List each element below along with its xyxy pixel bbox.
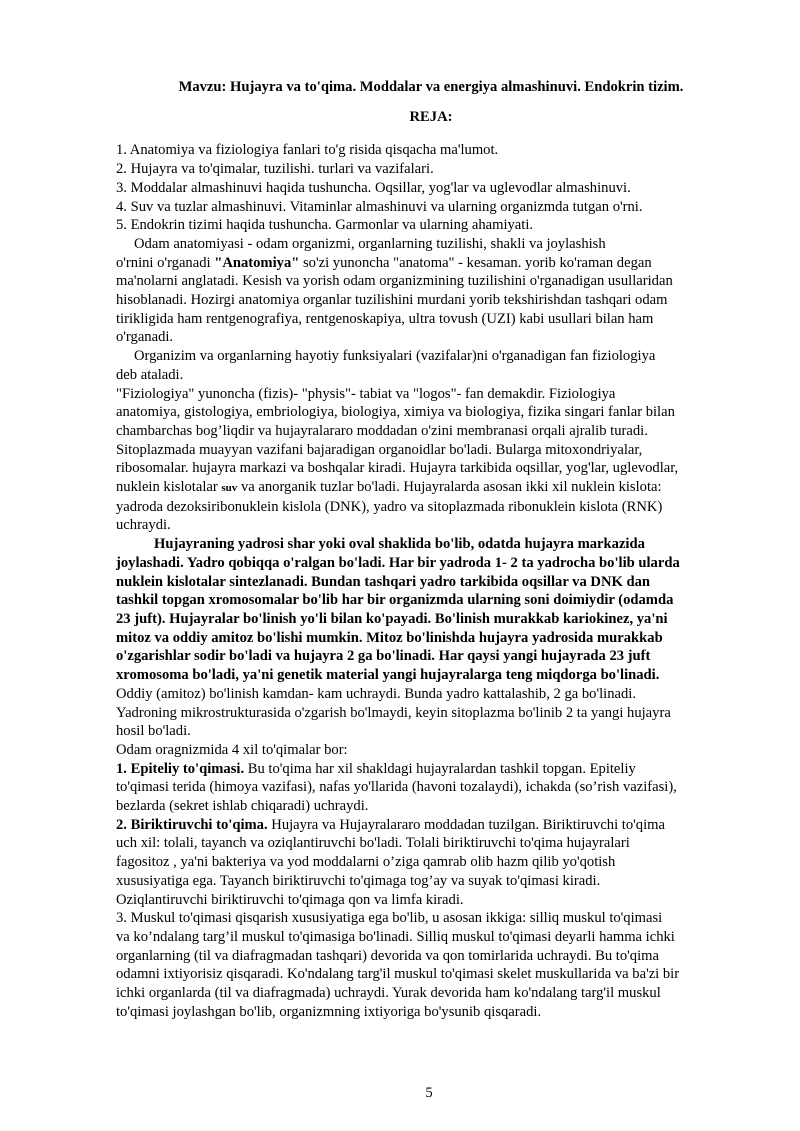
text-line: Hujayraning yadrosi shar yoki oval shaklida bo'lib, odatda hujayra markazida: [154, 536, 645, 553]
text-span: nuklein kislotalar: [116, 479, 222, 496]
plan-item: 2. Hujayra va to'qimalar, tuzilishi. turlari va vazifalari.: [116, 161, 434, 178]
text-line: uch xil: tolali, tayanch va oziqlantiruvchi bo'ladi. Tolali biriktiruvchi to'qima hujayralari: [116, 835, 630, 852]
term-anatomiya: "Anatomiya": [214, 254, 300, 271]
text-line: yadroda dezoksiribonuklein kislola (DNK), yadro va sitoplazmada ribonuklein kislota (RNK): [116, 498, 663, 515]
text-line: [116, 816, 742, 835]
text-line: 23 juft). Hujayralar bo'linish yo'li bilan ko'payadi. Bo'linish murakkab kariokinez, ya'ni: [116, 610, 668, 627]
text-line: [116, 254, 742, 273]
text-line: hisoblanadi. Hozirgi anatomiya organlar tuzilishini murdani yorib tekshirishdan tashqari odam: [116, 292, 668, 309]
text-line: to'qimasi joylashgan bo'lib, organizmning ixtiyoriga bo'ysunib qisqaradi.: [116, 1003, 542, 1020]
section-heading: 1. Epiteliy to'qimasi.: [116, 760, 245, 777]
paragraph-anatomy: [116, 235, 742, 347]
text-span: Bu to'qima har xil shakldagi hujayralardan tashkil topgan. Epiteliy: [244, 760, 636, 777]
text-line: Oddiy (amitoz) bo'linish kamdan- kam uchraydi. Bunda yadro kattalashib, 2 ga bo'linadi.: [116, 685, 636, 702]
plan-item: 3. Moddalar almashinuvi haqida tushuncha. Oqsillar, yog'lar va uglevodlar almashinuvi.: [116, 179, 631, 196]
text-line: anatomiya, gistologiya, embriologiya, biologiya, ximiya va biologiya, fizika singari fanlar bilan: [116, 404, 675, 421]
paragraph-nucleus: [116, 535, 742, 685]
text-line: joylashadi. Yadro qobiqqa o'ralgan bo'ladi. Har bir yadroda 1- 2 ta yadrocha bo'lib ularda: [116, 554, 680, 571]
term-suv: suv: [221, 482, 238, 495]
text-line: Oziqlantiruvchi biriktiruvchi to'qimaga qon va limfa kiradi.: [116, 891, 464, 908]
text-span: va anorganik tuzlar bo'ladi. Hujayralarda asosan ikki xil nuklein kislota:: [237, 479, 662, 496]
document-title: Mavzu: Hujayra va to'qima. Moddalar va energiya almashinuvi. Endokrin tizim.: [178, 79, 684, 95]
text-line: hosil bo'ladi.: [116, 723, 191, 740]
text-line: bezlarda (sekret ishlab chiqaradi) uchraydi.: [116, 798, 369, 815]
text-line: o'rganadi.: [116, 329, 174, 346]
text-line: odamni ixtiyorisiz qisqaradi. Ko'ndalang targ'il muskul to'qimasi skelet muskullarida va ba'zi bir: [116, 966, 680, 983]
text-line: Sitoplazmada muayyan vazifani bajaradigan organoidlar bo'ladi. Bularga mitoxondriyalar,: [116, 441, 643, 458]
document-page: [116, 78, 742, 1021]
text-line: mitoz va oddiy amitoz bo'lishi mumkin. Mitoz bo'linishda hujayra yadrosida murakkab: [116, 629, 663, 646]
text-line: tirikligida ham rentgenografiya, rentgenoskapiya, ultra tovush (UZI) kabi usullari bilan ham: [116, 310, 654, 327]
text-line: fagositoz , ya'ni bakteriya va yod moddalarni o’ziga qamrab olib hazm qilib yo'qotish: [116, 854, 616, 871]
section-muscle-tissue: [116, 909, 742, 1021]
plan-item: 1. Anatomiya va fiziologiya fanlari to'g risida qisqacha ma'lumot.: [116, 142, 499, 159]
page-number: 5: [425, 1085, 433, 1101]
section-heading: 2. Biriktiruvchi to'qima.: [116, 816, 268, 833]
text-line: organlarning (til va diafragmadan tashqari) devorida va qon tomirlarida uchraydi. Bu to'qima: [116, 947, 659, 964]
text-line: Odam anatomiyasi - odam organizmi, organlarning tuzilishi, shakli va joylashish: [134, 235, 606, 252]
text-line: ichki organlarda (til va diafragmada) uchraydi. Yurak devorida ham ko'ndalang targ'il muskul: [116, 985, 661, 1002]
text-line: ribosomalar. hujayra markazi va boshqalar kiradi. Hujayra tarkibida oqsillar, yog'lar, uglevodlar,: [116, 460, 679, 477]
plan-item: 5. Endokrin tizimi haqida tushuncha. Garmonlar va ularning ahamiyati.: [116, 217, 534, 234]
text-line: [116, 760, 742, 779]
text-line: deb ataladi.: [116, 366, 184, 383]
text-line: nuklein kislotalar sintezlanadi. Bundan tashqari yadro tarkibida oqsillar va DNK dan: [116, 573, 651, 590]
text-line: uchraydi.: [116, 517, 171, 534]
text-line: tashkil topgan xromosomalar bo'lib har bir organizmda ularning soni doimiydir (odamda: [116, 592, 674, 609]
section-connective-tissue: [116, 816, 742, 910]
text-span: so'zi yunoncha "anatoma" - kesaman. yorib ko'raman degan: [299, 254, 652, 271]
paragraph-physiology-def: [116, 347, 742, 384]
paragraph-amitosis: [116, 685, 742, 760]
text-span: o'rnini o'rganadi: [116, 254, 215, 271]
text-line: to'qimasi terida (himoya vazifasi), nafas yo'llarida (havoni tozalaydi), ichakda (so’rish vazifasi),: [116, 779, 677, 796]
text-line: Yadroning mikrostrukturasida o'zgarish bo'lmaydi, keyin sitoplazma bo'linib 2 ta yangi hujayra: [116, 704, 671, 721]
text-line: "Fiziologiya" yunoncha (fizis)- "physis"- tabiat va "logos"- fan demakdir. Fiziologiya: [116, 385, 616, 402]
text-line: 3. Muskul to'qimasi qisqarish xususiyatiga ega bo'lib, u asosan ikkiga: silliq muskul to'qimasi: [116, 910, 663, 927]
plan-heading: REJA:: [409, 108, 453, 125]
section-epithelial-tissue: [116, 760, 742, 816]
text-line: o'zgarishlar sodir bo'ladi va hujayra 2 ga bo'linadi. Har qaysi yangi hujayrada 23 juft: [116, 648, 651, 665]
text-line: Organizim va organlarning hayotiy funksiyalari (vazifalar)ni o'rganadigan fan fiziologiya: [134, 348, 656, 365]
text-line: xromosoma bo'ladi, ya'ni genetik material yangi hujayralarga teng miqdorga bo'linadi.: [116, 667, 660, 684]
text-line: va ko’ndalang targ’il muskul to'qimasiga bo'linadi. Silliq muskul to'qimasi deyarli hamma ichki: [116, 928, 675, 945]
text-line: ma'nolarni anglatadi. Kesish va yorish odam organizmining tuzilishini o'rganadigan usullaridan: [116, 273, 673, 290]
text-line: [116, 478, 742, 498]
plan-list: [116, 141, 742, 235]
text-line: xususiyatiga ega. Tayanch biriktiruvchi to'qimaga tog’ay va suyak to'qimasi kiradi.: [116, 872, 601, 889]
text-span: Hujayra va Hujayralararo moddadan tuzilgan. Biriktiruvchi to'qima: [267, 816, 665, 833]
paragraph-physiology: [116, 385, 742, 536]
plan-item: 4. Suv va tuzlar almashinuvi. Vitaminlar almashinuvi va ularning organizmda tutgan o'rni.: [116, 198, 643, 215]
text-line: Odam oragnizmida 4 xil to'qimalar bor:: [116, 741, 348, 758]
text-line: chambarchas bog’liqdir va hujayralararo moddadan o'zini membranasi orqali ajralib turadi.: [116, 422, 648, 439]
